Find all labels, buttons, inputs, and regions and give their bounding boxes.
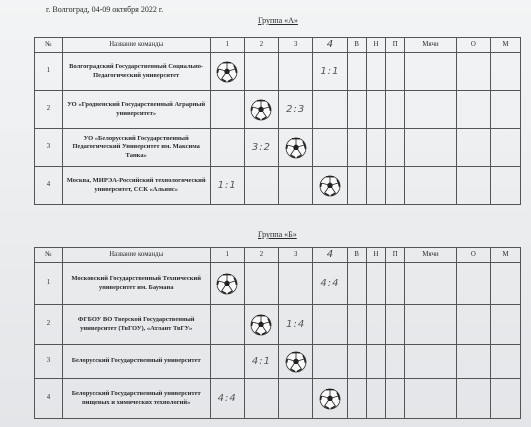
team-row [35, 305, 521, 345]
stat-cell [456, 91, 490, 129]
match-cell-1 [210, 129, 244, 167]
stat-cell [386, 345, 405, 379]
stat-cell [347, 53, 366, 91]
group-a-table [34, 37, 521, 205]
stat-cell [366, 345, 385, 379]
team-name: Москва, МИРЭА-Российский технологический университет, ССК «Альянс» [62, 167, 210, 205]
match-cell-4 [313, 129, 347, 167]
match-cell-3: 1:4 [279, 305, 313, 345]
column-header: О [456, 38, 490, 53]
match-cell-2: 3:2 [244, 129, 278, 167]
match-cell-4 [313, 345, 347, 379]
column-header: 2 [244, 38, 278, 53]
stat-cell [405, 91, 456, 129]
team-row [35, 345, 521, 379]
team-name: УО «Белорусский Государственный Педагогический Университет им. Максима Танка» [62, 129, 210, 167]
team-name: ФГБОУ ВО Тверской Государственный университет (ТвГОУ), «Атлант ТвГУ» [62, 305, 210, 345]
stat-cell [405, 263, 456, 305]
match-cell-4 [313, 305, 347, 345]
match-cell-3 [279, 129, 313, 167]
stat-cell [490, 91, 520, 129]
match-cell-4 [313, 379, 347, 419]
match-cell-3 [279, 379, 313, 419]
match-cell-1 [210, 263, 244, 305]
stat-cell [386, 53, 405, 91]
stat-cell [456, 305, 490, 345]
match-cell-4: 1:1 [313, 53, 347, 91]
stat-cell [366, 53, 385, 91]
stat-cell [386, 263, 405, 305]
soccer-ball-icon [216, 61, 238, 83]
column-header: 3 [279, 38, 313, 53]
match-cell-4 [313, 91, 347, 129]
column-header: 2 [244, 248, 278, 263]
match-cell-4 [313, 167, 347, 205]
stat-cell [405, 379, 456, 419]
match-cell-2 [244, 53, 278, 91]
stat-cell [347, 305, 366, 345]
stat-cell [405, 129, 456, 167]
match-cell-3 [279, 263, 313, 305]
column-header: Название команды [62, 38, 210, 53]
stat-cell [366, 91, 385, 129]
group-a-title: Группа «А» [258, 16, 298, 25]
row-number: 4 [35, 379, 63, 419]
stat-cell [366, 379, 385, 419]
column-header: М [490, 248, 520, 263]
match-cell-2: 4:1 [244, 345, 278, 379]
column-header: В [347, 248, 366, 263]
row-number: 3 [35, 345, 63, 379]
stat-cell [347, 263, 366, 305]
stat-cell [490, 167, 520, 205]
soccer-ball-icon [285, 351, 307, 373]
stat-cell [347, 167, 366, 205]
stat-cell [456, 167, 490, 205]
soccer-ball-icon [250, 99, 272, 121]
stat-cell [386, 167, 405, 205]
stat-cell [366, 129, 385, 167]
column-header: Мячи [405, 38, 456, 53]
row-number: 3 [35, 129, 63, 167]
column-header: О [456, 248, 490, 263]
team-row [35, 53, 521, 91]
stat-cell [456, 129, 490, 167]
column-header: В [347, 38, 366, 53]
soccer-ball-icon [319, 388, 341, 410]
stat-cell [386, 129, 405, 167]
match-cell-4: 4:4 [313, 263, 347, 305]
row-number: 1 [35, 263, 63, 305]
team-name: УО «Гродненский Государственный Аграрный университет» [62, 91, 210, 129]
stat-cell [456, 345, 490, 379]
stat-cell [490, 129, 520, 167]
match-cell-3 [279, 53, 313, 91]
stat-cell [366, 305, 385, 345]
match-cell-3 [279, 167, 313, 205]
stat-cell [490, 305, 520, 345]
group-b-table [34, 247, 521, 419]
team-row [35, 129, 521, 167]
match-cell-1 [210, 53, 244, 91]
column-header: 4 [313, 38, 347, 53]
match-cell-1: 1:1 [210, 167, 244, 205]
team-row [35, 263, 521, 305]
column-header: № [35, 248, 63, 263]
stat-cell [405, 305, 456, 345]
soccer-ball-icon [250, 314, 272, 336]
stat-cell [386, 91, 405, 129]
match-cell-2 [244, 305, 278, 345]
team-row [35, 379, 521, 419]
column-header: Н [366, 248, 385, 263]
column-header: П [386, 248, 405, 263]
match-cell-3: 2:3 [279, 91, 313, 129]
stat-cell [347, 345, 366, 379]
team-name: Белорусский Государственный университет пищевых и химических технологий» [62, 379, 210, 419]
stat-cell [386, 305, 405, 345]
stat-cell [386, 379, 405, 419]
team-name: Волгоградский Государственный Социально-Педагогический университет [62, 53, 210, 91]
match-cell-1 [210, 305, 244, 345]
stat-cell [456, 263, 490, 305]
match-cell-2 [244, 167, 278, 205]
stat-cell [490, 379, 520, 419]
stat-cell [366, 263, 385, 305]
row-number: 1 [35, 53, 63, 91]
match-cell-2 [244, 263, 278, 305]
stat-cell [490, 53, 520, 91]
column-header: Мячи [405, 248, 456, 263]
match-cell-2 [244, 91, 278, 129]
match-cell-1 [210, 91, 244, 129]
stat-cell [405, 53, 456, 91]
stat-cell [456, 379, 490, 419]
stat-cell [347, 379, 366, 419]
match-cell-1 [210, 345, 244, 379]
column-header: П [386, 38, 405, 53]
stat-cell [490, 345, 520, 379]
stat-cell [347, 129, 366, 167]
column-header: М [490, 38, 520, 53]
column-header: 1 [210, 38, 244, 53]
stat-cell [490, 263, 520, 305]
column-header: 3 [279, 248, 313, 263]
soccer-ball-icon [216, 273, 238, 295]
column-header: 4 [313, 248, 347, 263]
soccer-ball-icon [319, 175, 341, 197]
team-name: Московский Государственный Технический университет им. Баумана [62, 263, 210, 305]
column-header: Название команды [62, 248, 210, 263]
stat-cell [456, 53, 490, 91]
column-header: Н [366, 38, 385, 53]
stat-cell [366, 167, 385, 205]
document-header: г. Волгоград, 04-09 октября 2022 г. [46, 5, 164, 14]
column-header: 1 [210, 248, 244, 263]
row-number: 2 [35, 91, 63, 129]
soccer-ball-icon [285, 137, 307, 159]
match-cell-2 [244, 379, 278, 419]
stat-cell [405, 167, 456, 205]
stat-cell [347, 91, 366, 129]
stat-cell [405, 345, 456, 379]
team-name: Белорусский Государственный университет [62, 345, 210, 379]
row-number: 4 [35, 167, 63, 205]
column-header: № [35, 38, 63, 53]
match-cell-1: 4:4 [210, 379, 244, 419]
match-cell-3 [279, 345, 313, 379]
row-number: 2 [35, 305, 63, 345]
team-row [35, 167, 521, 205]
group-b-title: Группа «Б» [258, 230, 297, 239]
team-row [35, 91, 521, 129]
